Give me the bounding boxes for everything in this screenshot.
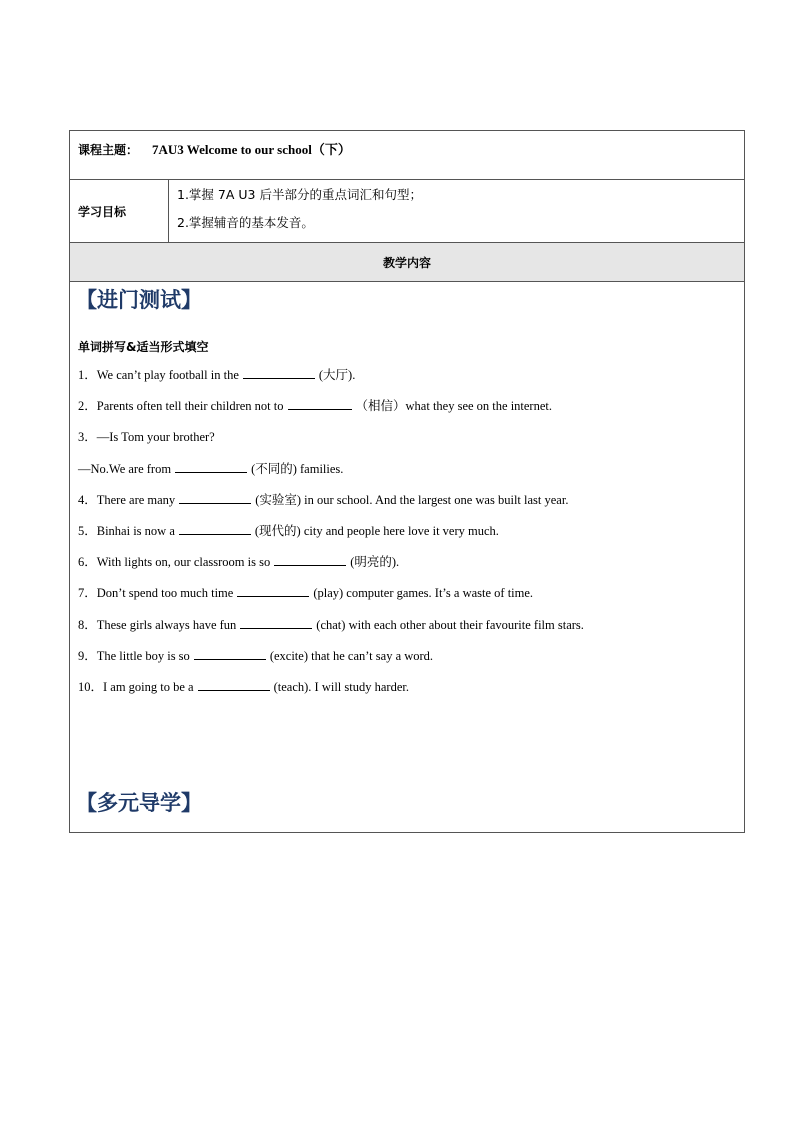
topic-label: 课程主题： — [78, 143, 139, 157]
question-text: 2．Parents often tell their children not to — [78, 399, 284, 414]
question-hint: (实验室) in our school. And the largest one was built last year. — [255, 492, 569, 507]
question-item — [78, 647, 584, 678]
answer-blank[interactable] — [243, 366, 315, 379]
question-hint: (大厅). — [318, 368, 356, 382]
topic-row — [70, 131, 745, 180]
guided-study-title: 【多元导学】 — [76, 791, 202, 815]
question-item — [78, 491, 584, 522]
answer-blank[interactable] — [240, 616, 312, 629]
answer-blank[interactable] — [198, 678, 270, 691]
question-item — [78, 678, 584, 709]
main-row — [70, 282, 745, 833]
answer-blank[interactable] — [175, 460, 247, 473]
question-hint: (chat) with each other about their favourite film stars. — [316, 617, 584, 632]
question-text: 6．With lights on, our classroom is so — [78, 555, 271, 570]
answer-blank[interactable] — [237, 584, 309, 597]
question-item — [78, 397, 584, 428]
question-text: 7．Don’t spend too much time — [78, 586, 234, 601]
answer-blank[interactable] — [194, 647, 266, 660]
question-item — [78, 460, 584, 491]
question-hint: (明亮的). — [350, 555, 400, 570]
question-text: 8．These girls always have fun — [78, 617, 237, 632]
question-text: 4．There are many — [78, 492, 176, 507]
question-text: 3．—Is Tom your brother? — [78, 430, 215, 445]
question-text: 1．We can’t play football in the — [78, 368, 239, 382]
question-hint: (play) computer games. It’s a waste of time. — [313, 586, 534, 601]
question-hint: (teach). I will study harder. — [273, 679, 409, 694]
goal-list — [169, 180, 745, 243]
goal-label: 学习目标 — [70, 180, 169, 243]
question-item — [78, 584, 584, 615]
goal-row — [70, 180, 745, 243]
main-cell — [70, 282, 745, 833]
topic-cell — [70, 131, 745, 180]
question-hint: (现代的) city and people here love it very much. — [254, 523, 499, 538]
question-hint: （相信）what they see on the internet. — [355, 399, 552, 414]
content-row — [70, 243, 745, 282]
question-item — [78, 522, 584, 553]
topic-value: 7AU3 Welcome to our school（下） — [152, 142, 351, 157]
goal-item: 2.掌握辅音的基本发音。 — [177, 215, 314, 230]
question-text: 9．The little boy is so — [78, 648, 190, 663]
goal-item: 1.掌握 7A U3 后半部分的重点词汇和句型； — [177, 187, 422, 202]
question-item — [78, 616, 584, 647]
answer-blank[interactable] — [179, 491, 251, 504]
question-item — [78, 366, 584, 397]
question-text: 5．Binhai is now a — [78, 523, 175, 538]
question-hint: (不同的) families. — [251, 461, 344, 476]
answer-blank[interactable] — [179, 522, 251, 535]
question-item — [78, 428, 584, 459]
content-label: 教学内容 — [70, 243, 745, 282]
answer-blank[interactable] — [288, 397, 352, 410]
question-text: —No.We are from — [78, 461, 172, 476]
question-text: 10．I am going to be a — [78, 679, 194, 694]
exercise-subtitle: 单词拼写&适当形式填空 — [78, 340, 209, 354]
entry-test-title: 【进门测试】 — [76, 288, 202, 312]
question-list — [78, 366, 584, 709]
question-item — [78, 553, 584, 584]
question-hint: (excite) that he can’t say a word. — [269, 648, 434, 663]
lesson-table — [69, 130, 745, 833]
answer-blank[interactable] — [274, 553, 346, 566]
